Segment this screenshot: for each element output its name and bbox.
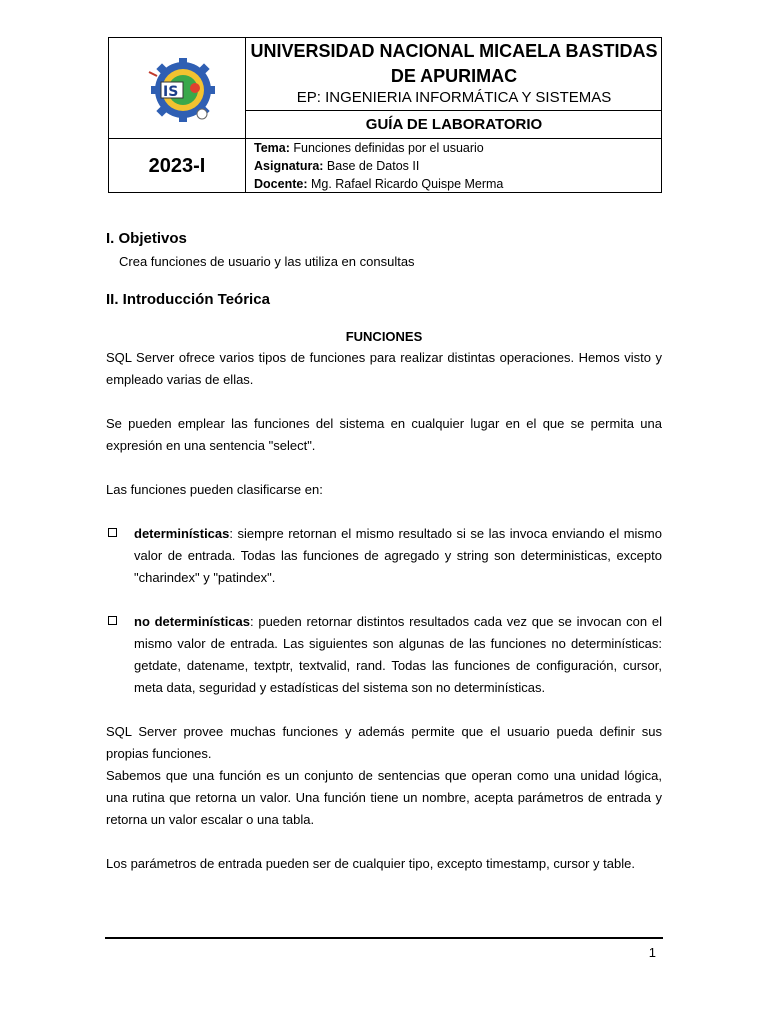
bullet-deterministic <box>106 523 662 589</box>
paragraph-1: SQL Server ofrece varios tipos de funciones para realizar distintas operaciones. Hemos visto y empleado varias de ellas. <box>106 350 662 387</box>
page-number: 1 <box>648 945 656 960</box>
logo-cell <box>109 38 246 139</box>
paragraph-2: Se pueden emplear las funciones del sistema en cualquier lugar en el que se permita una expresión en una sentencia "select". <box>106 416 662 453</box>
info-cell <box>246 139 662 193</box>
subject-label: Asignatura: <box>254 159 324 173</box>
subject-line <box>254 157 662 175</box>
bullet-nondeterministic-text: : pueden retornar distintos resultados cada vez que se invocan con el mismo valor de entrada. Las siguientes son algunas de las funciones no determinísticas: getdate, datename, textptr, textvalid, rand. Todas las funciones de configuración, cursor, meta data, seguridad y estadísticas del sistema son no determinísticas. <box>134 614 662 695</box>
functions-title: FUNCIONES <box>345 329 423 344</box>
topic-label: Tema: <box>254 141 290 155</box>
school-name: EP: INGENIERIA INFORMÁTICA Y SISTEMAS <box>296 89 612 106</box>
header-table <box>108 37 662 193</box>
teacher-line <box>254 175 662 193</box>
topic-value: Funciones definidas por el usuario <box>289 141 484 155</box>
guide-title: GUÍA DE LABORATORIO <box>246 111 662 139</box>
university-name-line2: DE APURIMAC <box>390 66 518 86</box>
section-intro-heading: II. Introducción Teórica <box>106 291 270 308</box>
semester-year: 2023-I <box>109 139 246 193</box>
bullet-nondeterministic <box>106 611 662 699</box>
logo-text: IS <box>163 84 179 100</box>
university-name-line1: UNIVERSIDAD NACIONAL MICAELA BASTIDAS <box>250 41 658 61</box>
university-title-cell <box>246 38 662 111</box>
paragraph-4: SQL Server provee muchas funciones y además permite que el usuario pueda definir sus propias funciones. <box>106 724 662 761</box>
paragraph-6: Los parámetros de entrada pueden ser de cualquier tipo, excepto timestamp, cursor y table. <box>106 856 635 871</box>
paragraph-3: Las funciones pueden clasificarse en: <box>106 482 323 497</box>
document-body <box>106 228 662 875</box>
checkbox-bullet-icon <box>108 528 117 537</box>
topic-line <box>254 139 662 157</box>
bullet-deterministic-term: determinísticas <box>134 526 230 541</box>
objectives-text: Crea funciones de usuario y las utiliza en consultas <box>119 254 415 269</box>
bullet-deterministic-text: : siempre retornan el mismo resultado si se las invoca enviando el mismo valor de entrada. Todas las funciones de agregado y string son deterministicas, excepto "charindex" y "patindex". <box>134 526 662 585</box>
university-logo-icon <box>147 56 217 126</box>
paragraph-5: Sabemos que una función es un conjunto de sentencias que operan como una unidad lógica, una rutina que retorna un valor. Una función tiene un nombre, acepta parámetros de entrada y retorna un valor escalar o una tabla. <box>106 768 662 827</box>
subject-value: Base de Datos II <box>323 159 420 173</box>
teacher-value: Mg. Rafael Ricardo Quispe Merma <box>307 177 504 191</box>
checkbox-bullet-icon <box>108 616 117 625</box>
section-objectives-heading: I. Objetivos <box>106 230 187 247</box>
footer-divider <box>105 937 663 939</box>
bullet-nondeterministic-term: no determinísticas <box>134 614 250 629</box>
teacher-label: Docente: <box>254 177 308 191</box>
